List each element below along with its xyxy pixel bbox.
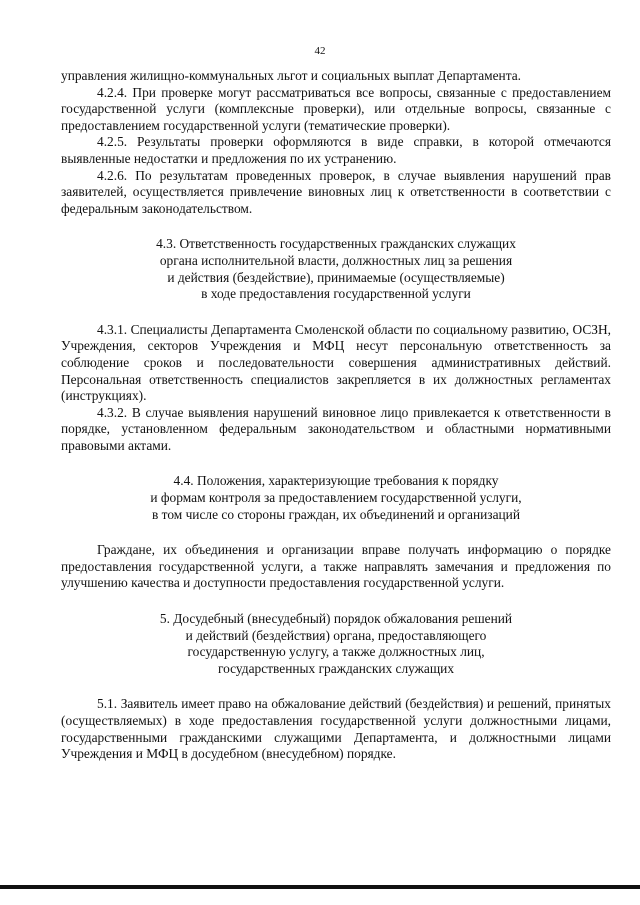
heading-line: 4.3. Ответственность государственных гражданских служащих xyxy=(156,236,516,252)
bottom-scan-edge xyxy=(0,885,640,889)
paragraph-5-1: 5.1. Заявитель имеет право на обжалование действий (бездействия) и решений, принятых (осуществляемых) в ходе предоставления государственной услуги должностными лицами, государственными гражданскими служащими Департамента, и должностными лицами Учреждения и МФЦ в досудебном (внесудебном) порядке. xyxy=(61,696,611,762)
paragraph-4-3-2: 4.3.2. В случае выявления нарушений виновное лицо привлекается к ответственности в порядке, установленном федеральным законодательством и областными нормативными правовыми актами. xyxy=(61,404,611,453)
paragraph-4-2-6: 4.2.6. По результатам проведенных проверок, в случае выявления нарушений прав заявителей, осуществляется привлечение виновных лиц к ответственности в соответствии с федеральным законодательством. xyxy=(61,167,611,216)
page-number: 42 xyxy=(314,45,326,57)
heading-line: и формам контроля за предоставлением государственной услуги, xyxy=(150,490,522,506)
heading-line: 4.4. Положения, характеризующие требования к порядку xyxy=(173,473,499,489)
paragraph-4-2-4: 4.2.4. При проверке могут рассматриваться все вопросы, связанные с предоставлением государственной услуги (комплексные проверки), или отдельные вопросы, связанные с предоставлением государственной услуги (тематические проверки). xyxy=(61,84,611,133)
paragraph-continuation: управления жилищно-коммунальных льгот и социальных выплат Департамента. xyxy=(61,68,522,83)
paragraph-4-4: Граждане, их объединения и организации вправе получать информацию о порядке предоставления государственной услуги, а также направлять замечания и предложения по улучшению качества и доступности предоставления государственной услуги. xyxy=(61,542,611,591)
section-4-4-heading xyxy=(61,473,611,523)
paragraph-4-2-5: 4.2.5. Результаты проверки оформляются в виде справки, в которой отмечаются выявленные недостатки и предложения по их устранению. xyxy=(61,134,611,166)
section-4-3-heading xyxy=(61,236,611,302)
heading-line: государственных гражданских служащих xyxy=(217,660,455,676)
heading-line: 5. Досудебный (внесудебный) порядок обжалования решений xyxy=(159,611,513,627)
document-body xyxy=(61,68,611,763)
paragraph-4-3-1: 4.3.1. Специалисты Департамента Смоленской области по социальному развитию, ОСЗН, Учреждения, секторов Учреждения и МФЦ несут персональную ответственность за соблюдение сроков и последовательности совершения административных действий. Персональная ответственность специалистов закрепляется в их должностных регламентах (инструкциях). xyxy=(61,321,611,404)
heading-line: в ходе предоставления государственной услуги xyxy=(201,286,471,302)
heading-line: и действия (бездействие), принимаемые (осуществляемые) xyxy=(167,269,505,285)
heading-line: и действий (бездействия) органа, предоставляющего xyxy=(185,627,487,643)
section-5-heading xyxy=(61,611,611,677)
heading-line: органа исполнительной власти, должностных лиц за решения xyxy=(159,252,513,268)
heading-line: в том числе со стороны граждан, их объединений и организаций xyxy=(151,506,521,522)
heading-line: государственную услугу, а также должностных лиц, xyxy=(187,644,485,660)
